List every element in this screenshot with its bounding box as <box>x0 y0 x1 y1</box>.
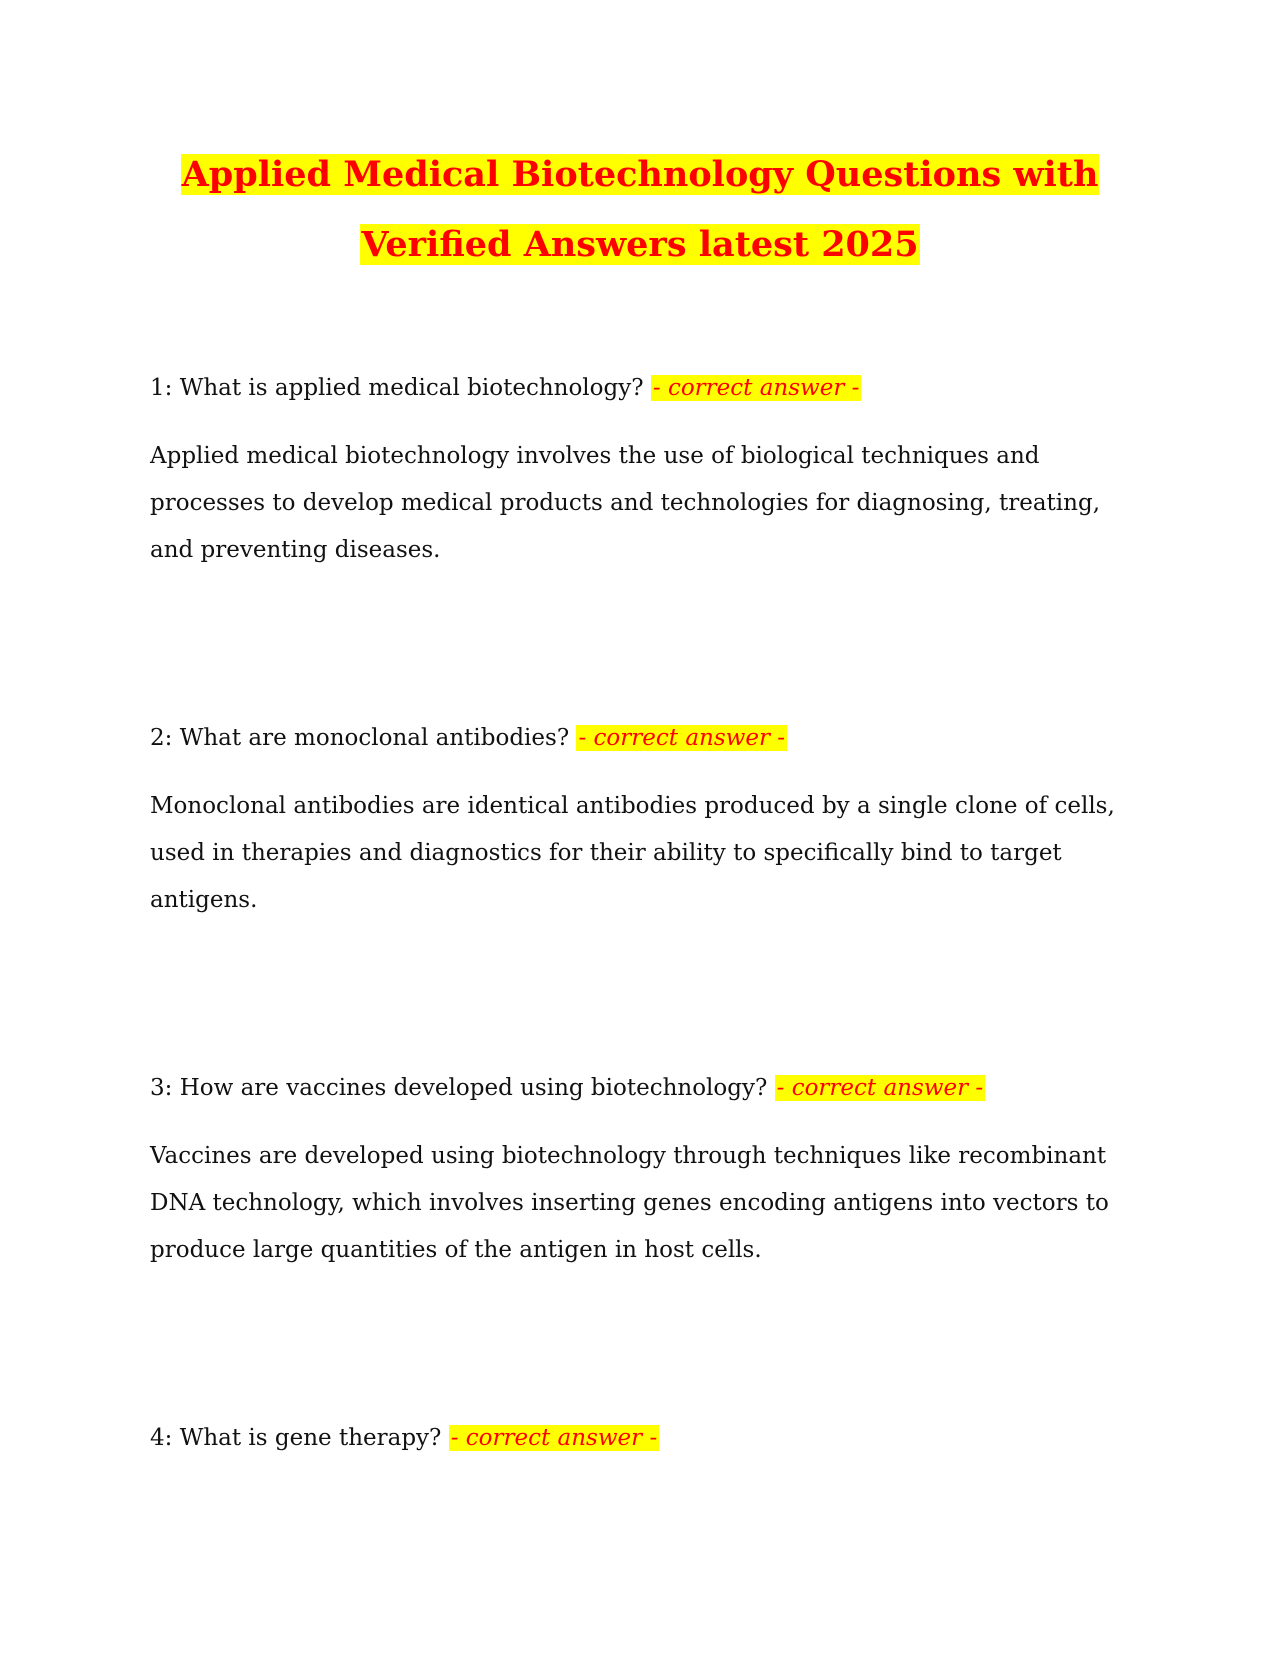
question <box>150 722 1150 754</box>
question-text: 2: What are monoclonal antibodies? <box>150 725 570 751</box>
question-text: 4: What is gene therapy? <box>150 1425 442 1451</box>
question <box>150 1422 1150 1454</box>
answer-text: Monoclonal antibodies are identical antibodies produced by a single clone of cells, used in therapies and diagnostics for their ability to specifically bind to target antigens. <box>150 793 1115 913</box>
correct-answer-tag: - correct answer - <box>652 375 860 401</box>
correct-answer-tag: - correct answer - <box>450 1425 658 1451</box>
question-text: 1: What is applied medical biotechnology? <box>150 375 644 401</box>
answer-text: Applied medical biotechnology involves the use of biological techniques and processes to develop medical products and technologies for diagnosing, treating, and preventing diseases. <box>150 443 1101 563</box>
qa-item <box>150 722 1150 924</box>
correct-answer-tag: - correct answer - <box>578 725 786 751</box>
qa-item <box>150 372 1150 574</box>
title-line-1: Applied Medical Biotechnology Questions with <box>181 154 1099 195</box>
question-text: 3: How are vaccines developed using biotechnology? <box>150 1075 768 1101</box>
correct-answer-tag: - correct answer - <box>776 1075 984 1101</box>
qa-item <box>150 1072 1150 1274</box>
question <box>150 1072 1150 1104</box>
answer-text: Vaccines are developed using biotechnology through techniques like recombinant DNA technology, which involves inserting genes encoding antigens into vectors to produce large quantities of the antigen in host cells. <box>150 1143 1109 1263</box>
title-line-2: Verified Answers latest 2025 <box>361 224 919 265</box>
document-title <box>80 140 1200 280</box>
question <box>150 372 1150 404</box>
qa-item <box>150 1422 1150 1454</box>
